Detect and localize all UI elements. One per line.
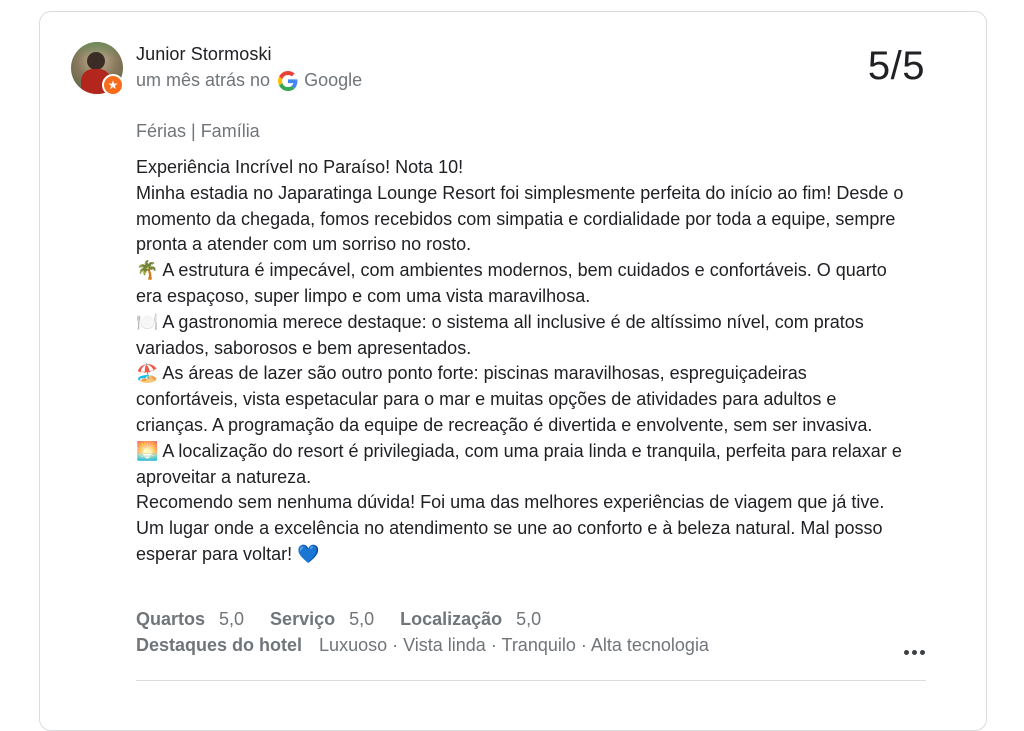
review-paragraph: 🌅 A localização do resort é privilegiada, com uma praia linda e tranquila, perfeita para relaxar e aproveitar a natureza. (136, 440, 902, 487)
review-meta (136, 70, 362, 91)
google-g-icon (278, 71, 298, 91)
review-paragraph: 🍽️ A gastronomia merece destaque: o sistema all inclusive é de altíssimo nível, com pratos variados, saborosos e bem apresentados. (136, 311, 864, 358)
location-rating-value: 5,0 (516, 609, 542, 629)
review-paragraph: Recomendo sem nenhuma dúvida! Foi uma das melhores experiências de viagem que já tive. Um lugar onde a excelência no atendimento se une ao conforto e à beleza natural. Mal posso esperar para voltar! 💙 (136, 492, 885, 564)
avatar-head (87, 52, 105, 70)
service-rating-label: Serviço (270, 609, 336, 629)
divider (136, 680, 926, 681)
trip-type: Férias | Família (136, 121, 260, 141)
highlights-value: Luxuoso · Vista linda · Tranquilo · Alta tecnologia (319, 635, 709, 655)
rooms-rating-label: Quartos (136, 609, 206, 629)
review-paragraph: 🏖️ As áreas de lazer são outro ponto forte: piscinas maravilhosas, espreguiçadeiras confortáveis, vista espetacular para o mar e muitas opções de atividades para adultos e crianças. A programação da equipe de recreação é divertida e envolvente, sem ser invasiva. (136, 363, 873, 435)
reviewer-name[interactable]: Junior Stormoski (136, 44, 272, 64)
hotel-highlights (136, 635, 709, 656)
more-dot (920, 650, 925, 655)
category-ratings (136, 609, 567, 630)
rooms-rating-value: 5,0 (219, 609, 245, 629)
highlights-label: Destaques do hotel (136, 635, 303, 655)
review-time: um mês atrás no (136, 70, 271, 90)
review-score: 5/5 (867, 44, 925, 88)
review-paragraph: Experiência Incrível no Paraíso! Nota 10! (136, 157, 464, 177)
more-options-icon[interactable] (900, 640, 928, 664)
review-paragraph: Minha estadia no Japaratinga Lounge Resort foi simplesmente perfeita do início ao fim! Desde o momento da chegada, fomos recebidos com simpatia e cordialidade por toda a equipe, sempre pronta a atender com um sorriso no rosto. (136, 182, 904, 255)
review-text (136, 155, 906, 568)
more-dot (912, 650, 917, 655)
review-paragraph: 🌴 A estrutura é impecável, com ambientes modernos, bem cuidados e confortáveis. O quarto era espaçoso, super limpo e com uma vista maravilhosa. (136, 260, 887, 306)
location-rating-label: Localização (400, 609, 503, 629)
review-source: Google (304, 70, 363, 90)
more-dot (904, 650, 909, 655)
local-guide-star-icon: ★ (102, 74, 124, 96)
service-rating-value: 5,0 (349, 609, 375, 629)
